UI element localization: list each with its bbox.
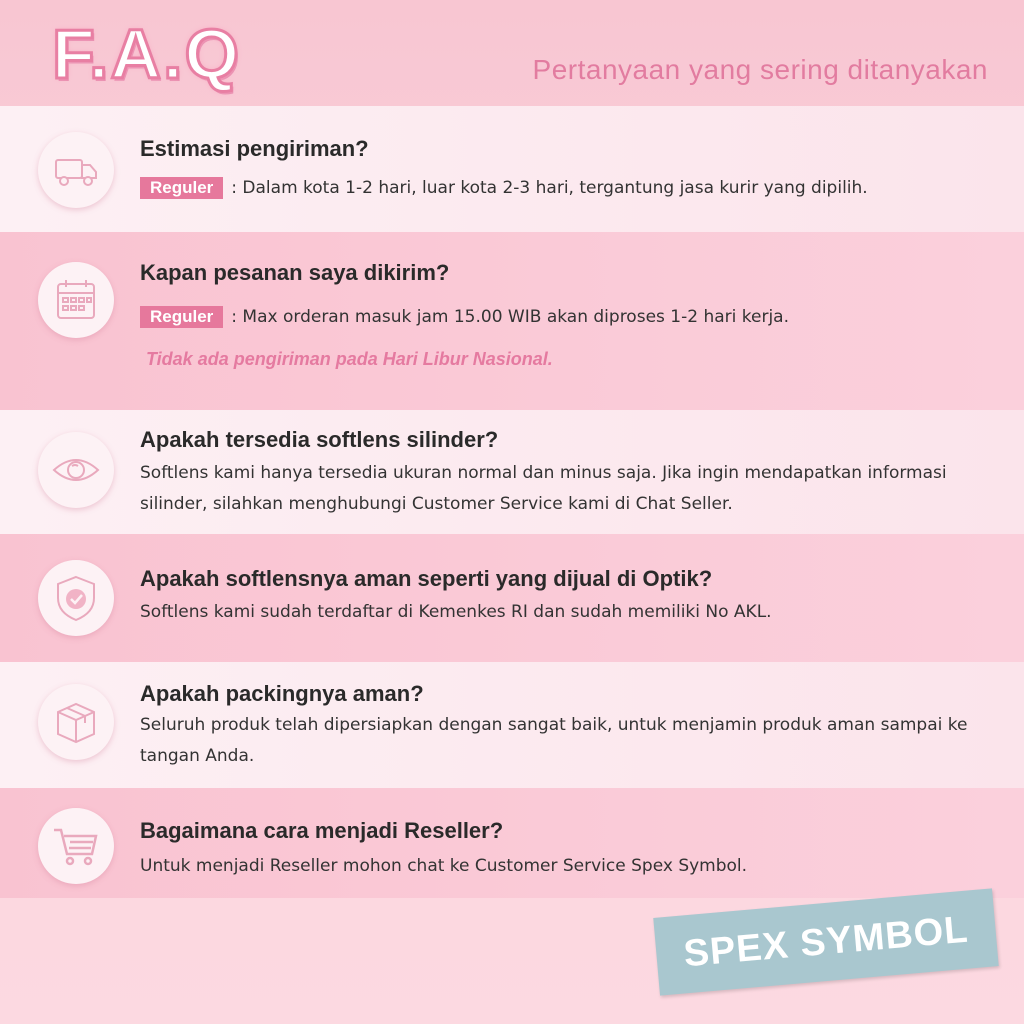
- faq-answer-text: : Dalam kota 1-2 hari, luar kota 2-3 hari, tergantung jasa kurir yang dipilih.: [231, 178, 868, 198]
- page-subtitle: Pertanyaan yang sering ditanyakan: [532, 54, 988, 85]
- package-box-icon: [38, 684, 114, 760]
- faq-answer: Softlens kami sudah terdaftar di Kemenkes RI dan sudah memiliki No AKL.: [140, 602, 772, 622]
- faq-question: Apakah tersedia softlens silinder?: [140, 427, 499, 452]
- brand-name: SPEX SYMBOL: [681, 908, 970, 975]
- faq-item-packing: [0, 662, 1024, 788]
- header: [0, 0, 1024, 106]
- reguler-badge: Reguler: [140, 306, 223, 328]
- faq-answer: Softlens kami hanya tersedia ukuran normal dan minus saja. Jika ingin mendapatkan informasi silinder, silahkan menghubungi Customer Service kami di Chat Seller.: [140, 463, 947, 514]
- shield-check-icon: [38, 560, 114, 636]
- faq-answer-text: : Max orderan masuk jam 15.00 WIB akan diproses 1-2 hari kerja.: [231, 307, 789, 327]
- faq-question: Kapan pesanan saya dikirim?: [140, 260, 450, 285]
- truck-icon: [38, 132, 114, 208]
- shopping-cart-icon: [38, 808, 114, 884]
- holiday-note: Tidak ada pengiriman pada Hari Libur Nasional.: [146, 349, 553, 369]
- faq-item-shipping-estimate: [0, 106, 1024, 232]
- faq-item-dispatch-time: [0, 232, 1024, 410]
- faq-question: Bagaimana cara menjadi Reseller?: [140, 818, 504, 843]
- reguler-badge: Reguler: [140, 177, 223, 199]
- faq-answer: Seluruh produk telah dipersiapkan dengan sangat baik, untuk menjamin produk aman sampai ke tangan Anda.: [140, 715, 968, 766]
- faq-item-cylinder-lens: [0, 410, 1024, 534]
- faq-question: Apakah softlensnya aman seperti yang dijual di Optik?: [140, 566, 713, 591]
- calendar-icon: [38, 262, 114, 338]
- faq-question: Estimasi pengiriman?: [140, 136, 369, 161]
- faq-answer: [140, 173, 980, 204]
- faq-answer: [140, 302, 980, 333]
- faq-item-reseller: [0, 788, 1024, 898]
- faq-item-safety: [0, 534, 1024, 662]
- eye-icon: [38, 432, 114, 508]
- page-title: F.A.Q: [52, 15, 241, 93]
- faq-answer: Untuk menjadi Reseller mohon chat ke Customer Service Spex Symbol.: [140, 856, 748, 876]
- brand-tape-logo: [653, 888, 999, 995]
- faq-question: Apakah packingnya aman?: [140, 681, 424, 706]
